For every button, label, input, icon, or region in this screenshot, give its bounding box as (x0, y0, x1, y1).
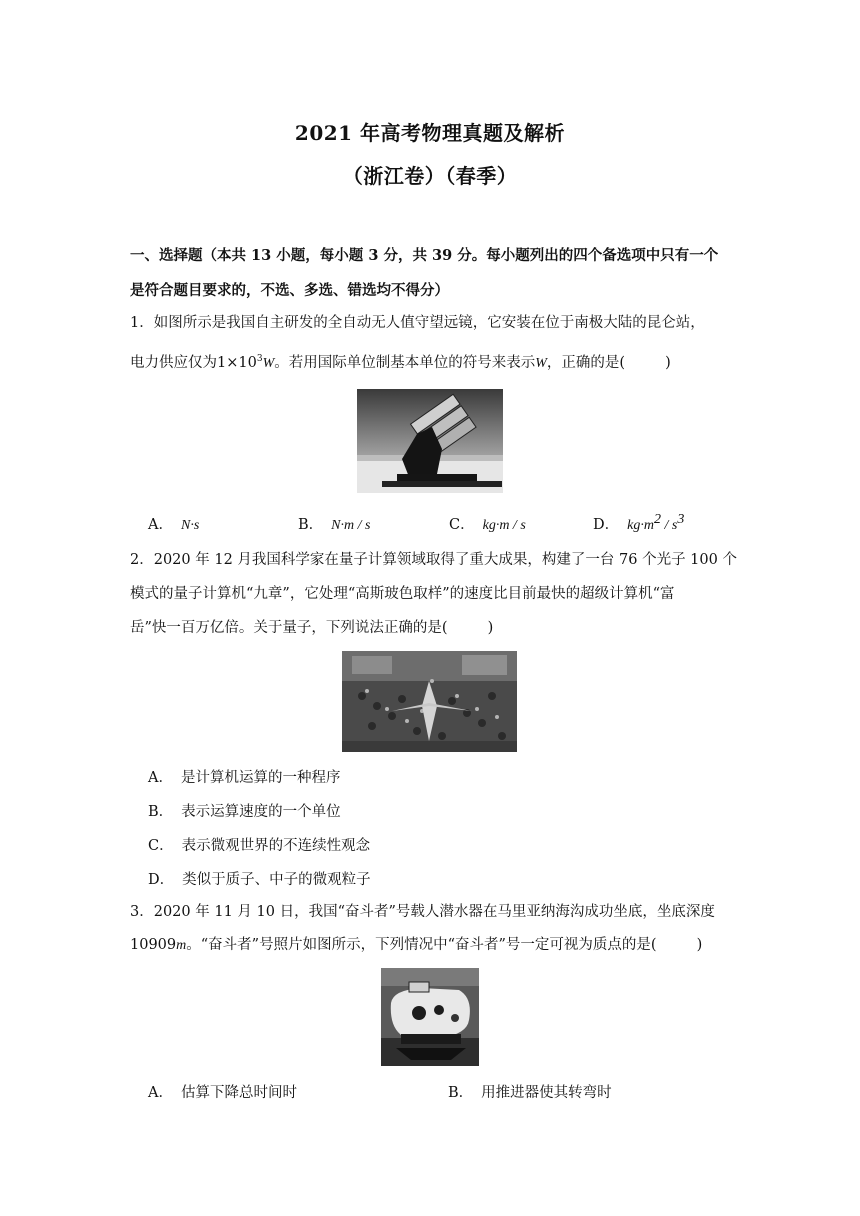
q1-stem-line2 (130, 353, 740, 374)
q2-option-c-text: 表示微观世界的不连续性观念 (181, 838, 371, 854)
q3-option-b[interactable] (448, 1081, 612, 1102)
q1-option-c[interactable] (449, 513, 526, 534)
q2-option-c-label: C． (148, 838, 174, 854)
q1-option-d-sup2: 3 (677, 512, 685, 527)
section-heading-line1: 一、选择题（本共 13 小题，每小题 3 分，共 39 分。每小题列出的四个备选项中只有一个 (130, 247, 719, 264)
q3-text-c: 。“奋斗者”号照片如图所示，下列情况中“奋斗者”号一定可视为质点的是( (186, 937, 657, 953)
q3-option-a[interactable] (148, 1081, 297, 1102)
q1-option-d-text: kg·m (627, 518, 654, 533)
q1-option-b[interactable] (298, 513, 370, 534)
q2-stem-line3 (130, 618, 740, 638)
q1-option-d-sup1: 2 (653, 512, 661, 527)
doc-subtitle: （浙江卷）（春季） (342, 164, 518, 188)
q1-option-c-text: kg·m / s (482, 518, 526, 533)
q2-stem-line1: 2．2020 年 12 月我国科学家在量子计算领域取得了重大成果，构建了一台 76 个光子 100 个 (130, 552, 737, 568)
telescope-photo (357, 389, 503, 493)
q3-close-paren: ) (696, 937, 703, 953)
q3-option-b-label: B． (448, 1085, 474, 1101)
q1-option-d-label: D． (593, 517, 620, 533)
q2-option-b-label: B． (148, 804, 174, 820)
q2-option-d-text: 类似于质子、中子的微观粒子 (182, 872, 371, 888)
q1-option-a[interactable] (148, 513, 199, 534)
q3-option-b-text: 用推进器使其转弯时 (481, 1085, 612, 1101)
q2-option-a[interactable] (148, 766, 340, 787)
q1-text-e: ，正确的是( (546, 355, 626, 371)
q1-exponent: 3 (256, 354, 263, 364)
q2-option-b[interactable] (148, 800, 341, 821)
quantum-computer-photo (342, 651, 517, 752)
q1-stem-line1: 1．如图所示是我国自主研发的全自动无人值守望远镜，它安装在位于南极大陆的昆仑站， (130, 315, 705, 331)
q1-option-b-text: N·m / s (331, 518, 371, 533)
q2-option-c[interactable] (148, 834, 370, 855)
q2-option-b-text: 表示运算速度的一个单位 (181, 804, 341, 820)
q1-option-c-label: C． (449, 517, 475, 533)
q1-text-a: 电力供应仅为1×10 (130, 355, 257, 371)
section-heading-line2: 是符合题目要求的，不选、多选、错选均不得分） (130, 282, 449, 299)
q3-depth-unit: m (176, 938, 187, 953)
q1-option-d[interactable] (593, 513, 684, 534)
q2-option-a-label: A． (148, 770, 173, 786)
q1-close-paren: ) (665, 355, 671, 371)
q1-option-d-mid: / s (660, 518, 678, 533)
q3-stem-line2 (130, 935, 740, 956)
q1-symbol-w: W (535, 356, 547, 371)
submersible-photo (381, 968, 479, 1066)
q2-option-d-label: D． (148, 872, 175, 888)
q2-text-a: 岳”快一百万亿倍。关于量子，下列说法正确的是( (130, 620, 448, 636)
q3-stem-line1: 3．2020 年 11 月 10 日，我国“奋斗者”号载人潜水器在马里亚纳海沟成功坐底，坐底深度 (130, 904, 715, 920)
q1-option-b-label: B． (298, 517, 324, 533)
q3-option-a-text: 估算下降总时间时 (180, 1085, 297, 1101)
q2-option-d[interactable] (148, 868, 371, 889)
q2-option-a-text: 是计算机运算的一种程序 (180, 770, 341, 786)
doc-title: 2021 年高考物理真题及解析 (294, 121, 566, 145)
q1-unit-w: W (262, 356, 275, 371)
q2-close-paren: ) (487, 620, 494, 636)
q1-option-a-label: A． (148, 517, 173, 533)
q3-option-a-label: A． (148, 1085, 173, 1101)
q2-stem-line2: 模式的量子计算机“九章”，它处理“高斯玻色取样”的速度比目前最快的超级计算机“富 (130, 586, 675, 602)
q1-text-c: 。若用国际单位制基本单位的符号来表示 (274, 355, 536, 371)
q1-option-a-text: N·s (180, 518, 200, 533)
q3-depth-value: 10909 (130, 937, 177, 953)
